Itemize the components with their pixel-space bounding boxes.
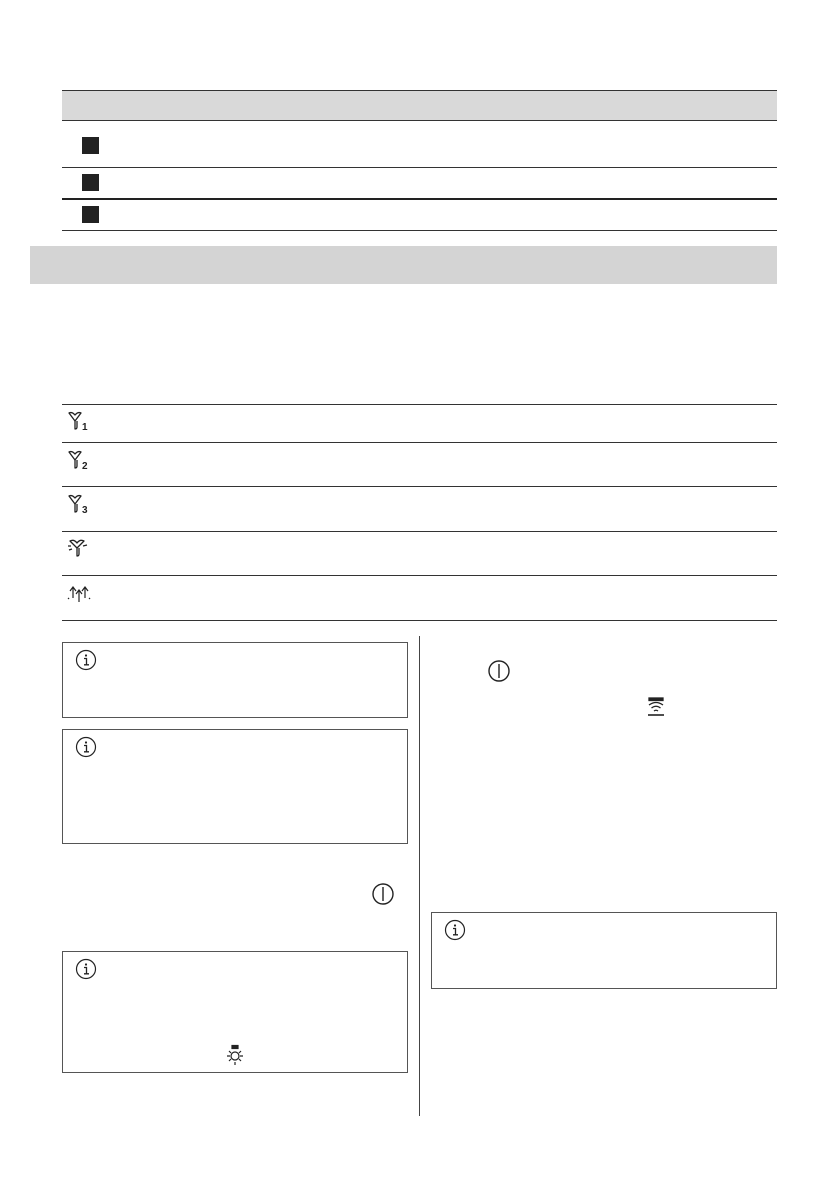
power-icon [487, 659, 511, 683]
svg-text:1: 1 [82, 422, 88, 432]
breeze-icon [66, 582, 92, 604]
info-note-box [62, 729, 408, 844]
table-divider [62, 575, 777, 576]
info-icon [75, 736, 97, 758]
hood-wireless-icon [645, 697, 667, 717]
info-note-box [62, 951, 408, 1073]
info-note-box [431, 912, 777, 989]
light-icon [223, 1044, 247, 1068]
key-marker [82, 137, 99, 154]
svg-text:3: 3 [82, 505, 88, 515]
info-icon [75, 649, 97, 671]
table-divider [62, 167, 777, 168]
fan-boost-icon [66, 537, 92, 559]
info-icon [444, 919, 466, 941]
fan-speed-2-icon [66, 449, 92, 471]
table-divider [62, 442, 777, 443]
key-marker [82, 174, 99, 191]
info-icon [75, 958, 97, 980]
table-bottom-rule [62, 230, 777, 231]
svg-text:2: 2 [82, 461, 88, 471]
table-bottom-rule [62, 620, 777, 621]
fan-speed-1-icon [66, 410, 92, 432]
table-divider [62, 198, 777, 200]
table-header [62, 90, 777, 121]
table-top-rule [62, 404, 777, 405]
table-divider [62, 531, 777, 532]
section-heading-band [30, 246, 777, 284]
column-divider [419, 636, 420, 1116]
power-icon [371, 882, 395, 906]
info-note-box [62, 642, 408, 718]
fan-speed-3-icon [66, 493, 92, 515]
key-marker [82, 206, 99, 223]
table-divider [62, 486, 777, 487]
